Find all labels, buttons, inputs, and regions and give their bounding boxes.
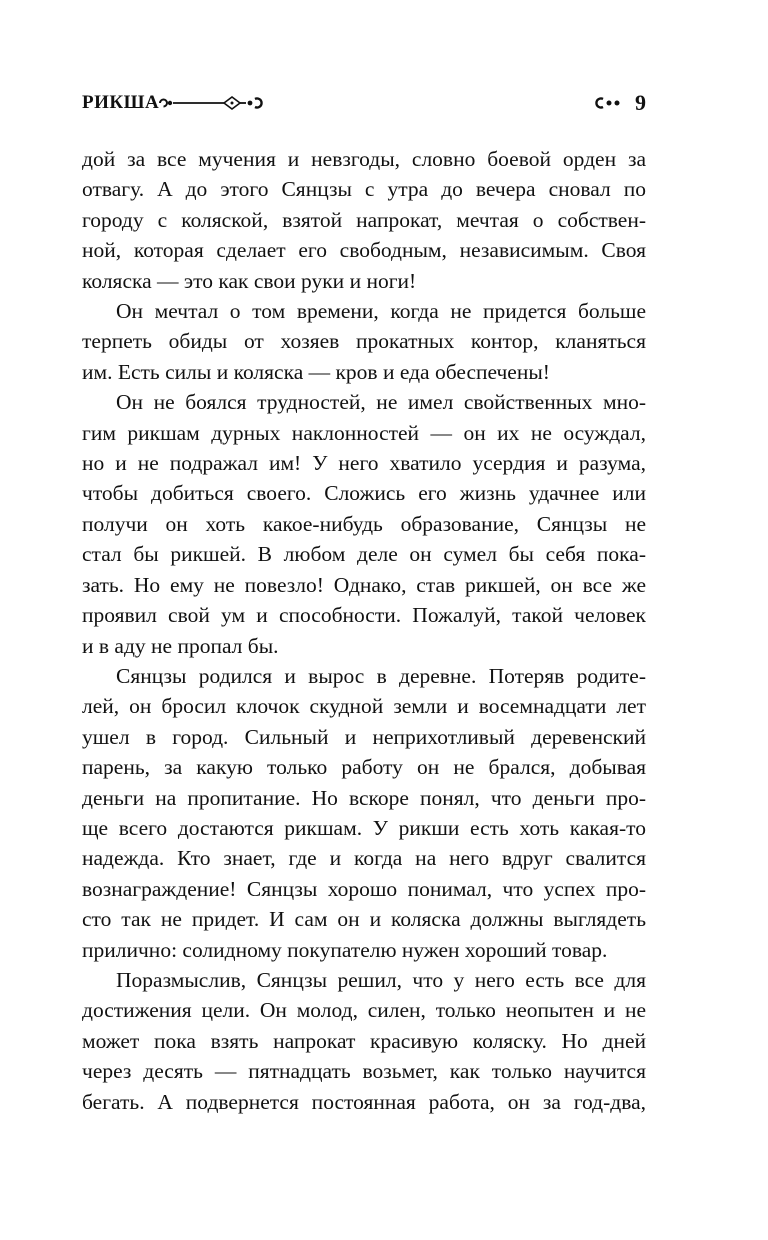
text-line: Сянцзы родился и вырос в деревне. Потеряв родите- (116, 663, 646, 688)
text-line: достижения цели. Он молод, силен, только неопытен и не (82, 998, 646, 1023)
running-title: РИКША (82, 92, 160, 113)
text-line: бегать. А подвернется постоянная работа, он за год-два, (82, 1089, 646, 1114)
paragraph (82, 144, 646, 296)
text-line: стал бы рикшей. В любом деле он сумел бы себя пока- (82, 542, 646, 567)
text-line: вознаграждение! Сянцзы хорошо понимал, что успех про- (82, 876, 646, 901)
text-line: Поразмыслив, Сянцзы решил, что у него есть все для (116, 967, 646, 992)
text-line: зать. Но ему не повезло! Однако, став рикшей, он все же (82, 572, 646, 597)
running-header (82, 90, 646, 116)
text-line: чтобы добиться своего. Сложись его жизнь удачнее или (82, 481, 646, 506)
paragraph (82, 965, 646, 1117)
text-line: через десять — пятнадцать возьмет, как только научится (82, 1059, 646, 1084)
text-line: но и не подражал им! У него хватило усердия и разума, (82, 451, 646, 476)
text-line: проявил свой ум и способности. Пожалуй, такой человек (82, 603, 646, 628)
flourish-ornament-right (594, 96, 624, 110)
text-line: терпеть обиды от хозяев прокатных контор, кланяться (82, 329, 646, 354)
text-line: надежда. Кто знает, где и когда на него вдруг свалится (82, 846, 646, 871)
text-line: может пока взять напрокат красивую коляску. Но дней (82, 1028, 646, 1053)
text-line: ще всего достаются рикшам. У рикши есть хоть какая-то (82, 815, 646, 840)
text-line: ушел в город. Сильный и неприхотливый деревенский (82, 724, 646, 749)
text-line: городу с коляской, взятой напрокат, мечтая о собствен- (82, 207, 646, 232)
body-text (82, 144, 646, 1117)
text-line: и в аду не пропал бы. (82, 633, 279, 658)
text-line: прилично: солидному покупателю нужен хороший товар. (82, 937, 608, 962)
text-line: им. Есть силы и коляска — кров и еда обеспечены! (82, 359, 550, 384)
text-line: деньги на пропитание. Но вскоре понял, что деньги про- (82, 785, 646, 810)
text-line: Он мечтал о том времени, когда не придется больше (116, 299, 646, 324)
text-line: гим рикшам дурных наклонностей — он их не осуждал, (82, 420, 646, 445)
text-line: лей, он бросил клочок скудной земли и восемнадцати лет (82, 694, 646, 719)
text-line: получи он хоть какое-нибудь образование, Сянцзы не (82, 511, 646, 536)
text-line: дой за все мучения и невзгоды, словно боевой орден за (82, 147, 646, 171)
text-line: Он не боялся трудностей, не имел свойственных мно- (116, 390, 646, 415)
text-line: ной, которая сделает его свободным, независимым. Своя (82, 238, 646, 263)
text-line: коляска — это как свои руки и ноги! (82, 268, 417, 293)
text-line: сто так не придет. И сам он и коляска должны выглядеть (82, 907, 646, 932)
paragraph (82, 387, 646, 661)
page-number: 9 (635, 90, 646, 115)
paragraph (82, 296, 646, 387)
text-line: парень, за какую только работу он не брался, добывая (82, 755, 646, 780)
flourish-ornament-left (156, 94, 266, 112)
paragraph (82, 661, 646, 965)
text-line: отвагу. А до этого Сянцзы с утра до вечера сновал по (82, 177, 646, 202)
